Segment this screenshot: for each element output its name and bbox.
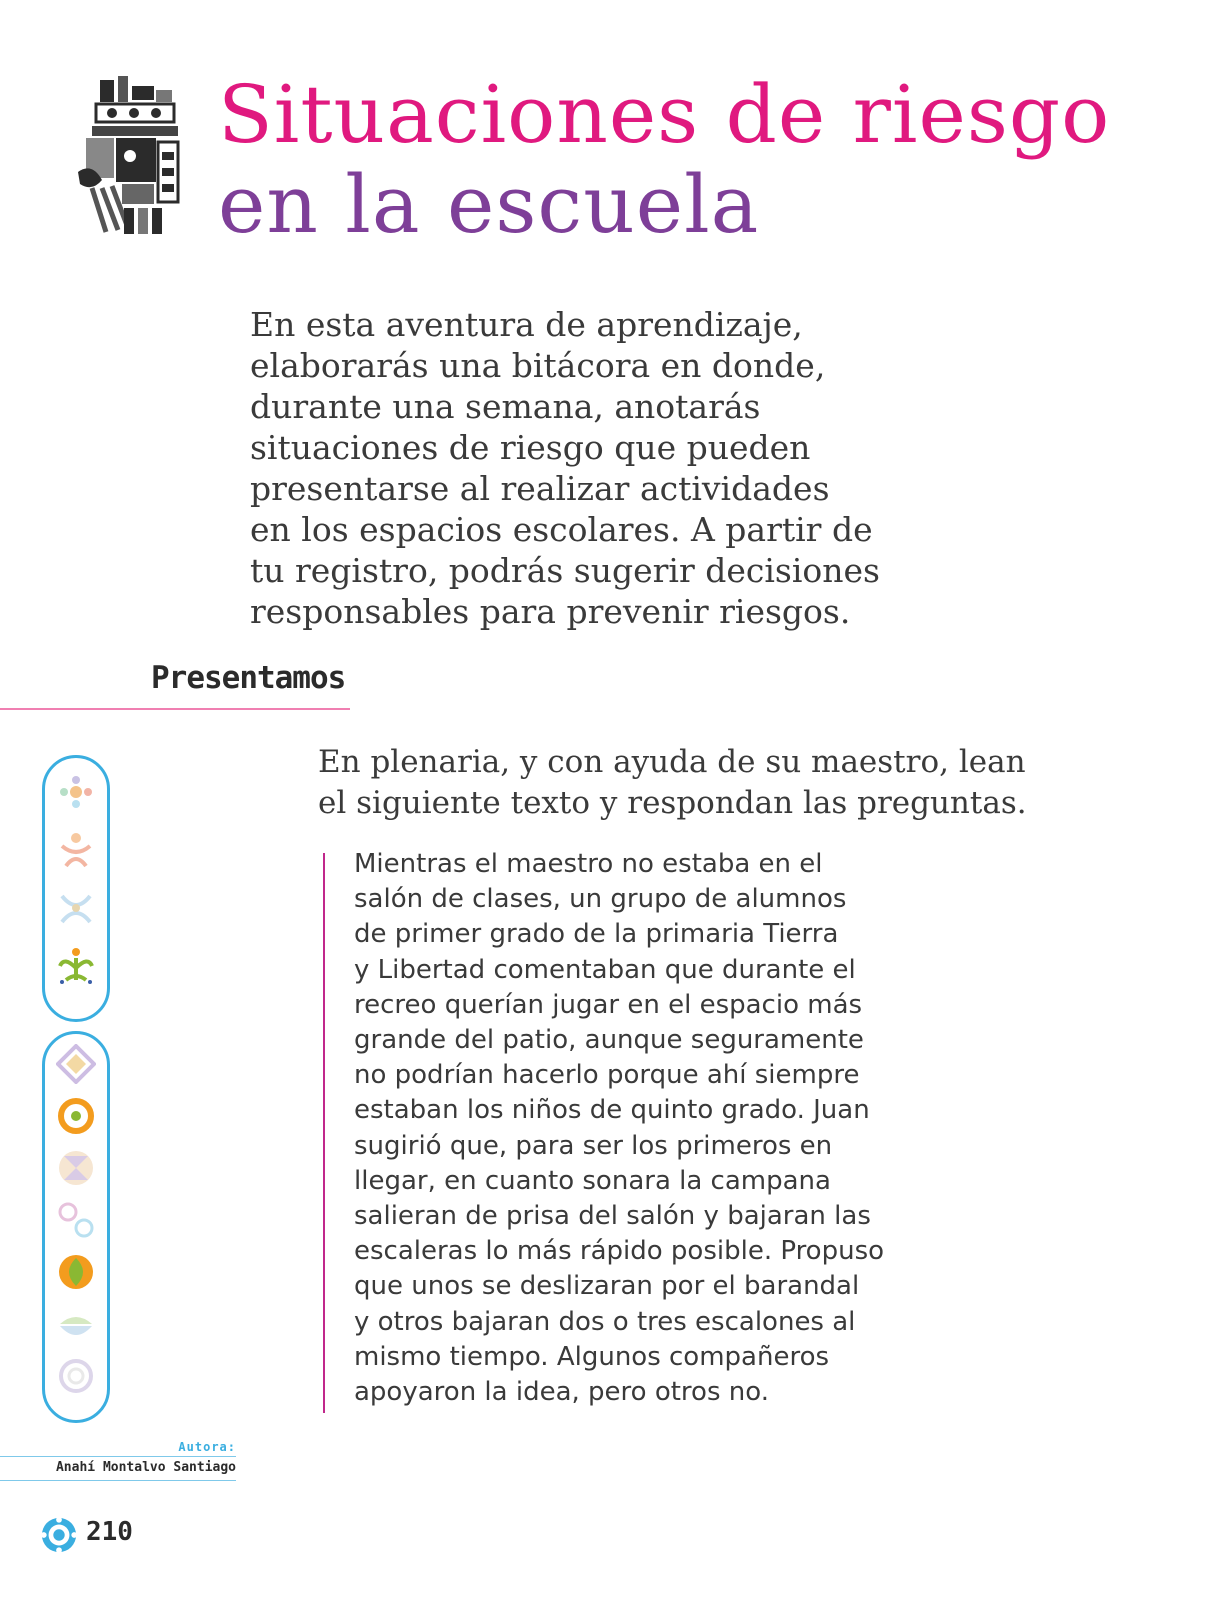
- intro-line: elaborarás una bitácora en donde,: [250, 346, 826, 385]
- story-line: y Libertad comentaban que durante el: [354, 954, 856, 985]
- hourglass-icon: [56, 1148, 96, 1188]
- people-link-icon: [56, 888, 96, 928]
- story-line: estaban los niños de quinto grado. Juan: [354, 1095, 870, 1126]
- story-line: Mientras el maestro no estaba en el: [354, 849, 823, 879]
- page-number: 210: [86, 1517, 133, 1547]
- intro-line: en los espacios escolares. A partir de: [250, 510, 873, 549]
- story-line: salieran de prisa del salón y bajaran las: [354, 1201, 871, 1232]
- spiral-icon: [56, 1356, 96, 1396]
- author-divider: [0, 1480, 236, 1481]
- intro-line: tu registro, podrás sugerir decisiones: [250, 551, 880, 590]
- section-divider: [0, 708, 350, 710]
- leaf-icon: [56, 1252, 96, 1292]
- title-line-2: en la escuela: [218, 158, 760, 251]
- sun-rosette-icon: [40, 1516, 78, 1554]
- story-line: salón de clases, un grupo de alumnos: [354, 884, 847, 915]
- bowl-icon: [56, 1304, 96, 1344]
- story-line: no podrían hacerlo porque ahí siempre: [354, 1060, 860, 1091]
- aztec-glyph-icon: [72, 72, 192, 242]
- intro-line: responsables para prevenir riesgos.: [250, 592, 851, 631]
- link-circles-icon: [56, 1200, 96, 1240]
- page-title: [218, 70, 1110, 250]
- intro-line: presentarse al realizar actividades: [250, 469, 830, 508]
- intro-paragraph: [250, 304, 950, 632]
- story-line: apoyaron la idea, pero otros no.: [354, 1377, 769, 1408]
- story-line: recreo querían jugar en el espacio más: [354, 989, 863, 1020]
- instruction-line: En plenaria, y con ayuda de su maestro, lean: [318, 744, 1026, 780]
- diamond-icon: [56, 1044, 96, 1084]
- story-line: llegar, en cuanto sonara la campana: [354, 1165, 831, 1196]
- instruction-line: el siguiente texto y respondan las preguntas.: [318, 785, 1027, 821]
- intro-line: durante una semana, anotarás: [250, 387, 761, 426]
- intro-line: situaciones de riesgo que pueden: [250, 428, 811, 467]
- story-line: escaleras lo más rápido posible. Propuso: [354, 1236, 885, 1267]
- quote-bar: [323, 853, 325, 1413]
- story-line: sugirió que, para ser los primeros en: [354, 1130, 833, 1161]
- author-divider: [0, 1456, 236, 1457]
- dots-flower-icon: [56, 772, 96, 812]
- story-text: [354, 847, 974, 1410]
- story-line: mismo tiempo. Algunos compañeros: [354, 1341, 830, 1372]
- story-line: y otros bajaran dos o tres escalones al: [354, 1306, 856, 1337]
- ring-icon: [56, 1096, 96, 1136]
- figure-icon: [56, 830, 96, 870]
- sprout-figure-icon: [56, 946, 96, 986]
- story-line: grande del patio, aunque seguramente: [354, 1025, 864, 1056]
- author-name: Anahí Montalvo Santiago: [55, 1460, 236, 1475]
- author-label: Autora:: [178, 1440, 236, 1454]
- story-line: que unos se deslizaran por el barandal: [354, 1271, 860, 1302]
- intro-line: En esta aventura de aprendizaje,: [250, 305, 803, 344]
- sidebar-pill-bottom: [42, 1031, 110, 1423]
- section-heading: Presentamos: [151, 660, 346, 696]
- story-line: de primer grado de la primaria Tierra: [354, 919, 839, 950]
- instruction-paragraph: [318, 742, 1027, 824]
- sidebar-pill-top: [42, 755, 110, 1022]
- title-line-1: Situaciones de riesgo: [218, 68, 1111, 161]
